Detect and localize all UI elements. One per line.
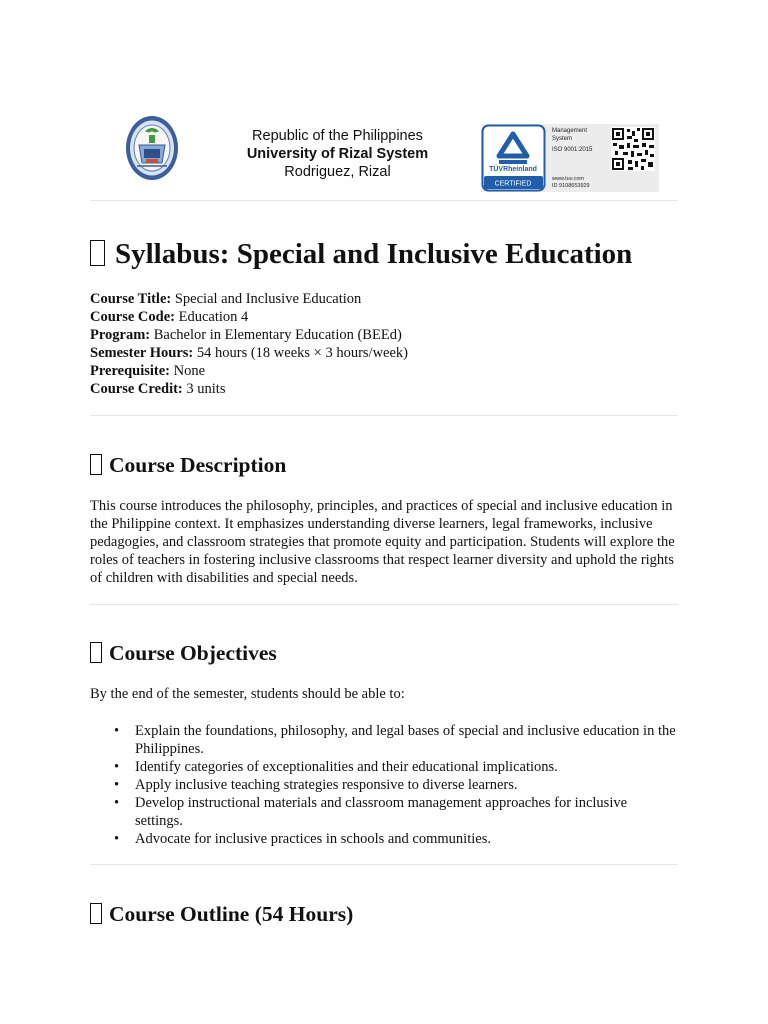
program-row: Program: Bachelor in Elementary Education (BEEd) bbox=[90, 327, 402, 343]
prerequisite-row: Prerequisite: None bbox=[90, 363, 206, 379]
section-heading-objectives: Course Objectives bbox=[90, 639, 277, 667]
svg-text:System: System bbox=[552, 136, 573, 142]
svg-text:ISO 9001:2015: ISO 9001:2015 bbox=[552, 147, 593, 153]
missing-glyph-icon bbox=[90, 454, 102, 475]
university-name: University of Rizal System bbox=[246, 146, 429, 162]
list-item: • Explain the foundations, philosophy, and legal bases of special and inclusive education in the Philippines. bbox=[114, 723, 676, 757]
list-item: • Advocate for inclusive practices in schools and communities. bbox=[114, 831, 491, 847]
tuv-certified-logo bbox=[481, 124, 659, 192]
bullet-icon: • bbox=[114, 831, 120, 847]
page-title bbox=[90, 236, 632, 272]
objectives-intro: By the end of the semester, students should be able to: bbox=[90, 686, 405, 702]
divider bbox=[90, 864, 678, 865]
bullet-icon: • bbox=[114, 795, 120, 811]
document-header bbox=[90, 110, 678, 200]
divider bbox=[90, 604, 678, 605]
course-code-row: Course Code: Education 4 bbox=[90, 309, 249, 325]
campus-location: Rodriguez, Rizal bbox=[284, 164, 391, 180]
objectives-list bbox=[90, 722, 678, 848]
section-heading-outline: Course Outline (54 Hours) bbox=[90, 900, 353, 928]
section-heading-description: Course Description bbox=[90, 451, 286, 479]
page-title-text: Syllabus: Special and Inclusive Education bbox=[115, 238, 633, 270]
course-credit-row: Course Credit: 3 units bbox=[90, 381, 226, 397]
list-item: • Apply inclusive teaching strategies responsive to diverse learners. bbox=[114, 777, 518, 793]
svg-text:TÜVRheinland: TÜVRheinland bbox=[489, 166, 537, 173]
semester-hours-row: Semester Hours: 54 hours (18 weeks × 3 hours/week) bbox=[90, 345, 408, 361]
list-item: • Develop instructional materials and classroom management approaches for inclusive settings. bbox=[114, 795, 628, 829]
bullet-icon: • bbox=[114, 777, 120, 793]
list-item: • Identify categories of exceptionalities and their educational implications. bbox=[114, 759, 558, 775]
svg-text:www.tuv.com: www.tuv.com bbox=[552, 176, 584, 182]
course-description-text: This course introduces the philosophy, principles, and practices of special and inclusive education in the Philippine context. It emphasizes understanding diverse learners, legal frameworks, inclusive pedagogies, and classroom strategies that promote equity and participation. Students will explore the roles of teachers in fostering inclusive classrooms that respect learner diversity and uphold the rights of children with disabilities and special needs. bbox=[90, 498, 675, 586]
svg-text:CERTIFIED: CERTIFIED bbox=[494, 180, 532, 188]
divider bbox=[90, 200, 678, 201]
country-name: Republic of the Philippines bbox=[252, 128, 423, 144]
university-seal-logo bbox=[125, 115, 179, 181]
missing-glyph-icon bbox=[90, 642, 102, 663]
missing-glyph-icon bbox=[90, 240, 105, 266]
svg-text:ID 9108653929: ID 9108653929 bbox=[552, 183, 590, 189]
bullet-icon: • bbox=[114, 723, 120, 739]
institution-block bbox=[210, 127, 465, 181]
bullet-icon: • bbox=[114, 759, 120, 775]
iso-certification-badge bbox=[481, 124, 659, 192]
course-info-block bbox=[90, 290, 408, 398]
course-title-row: Course Title: Special and Inclusive Education bbox=[90, 291, 362, 307]
missing-glyph-icon bbox=[90, 903, 102, 924]
svg-text:Management: Management bbox=[552, 128, 588, 134]
divider bbox=[90, 415, 678, 416]
